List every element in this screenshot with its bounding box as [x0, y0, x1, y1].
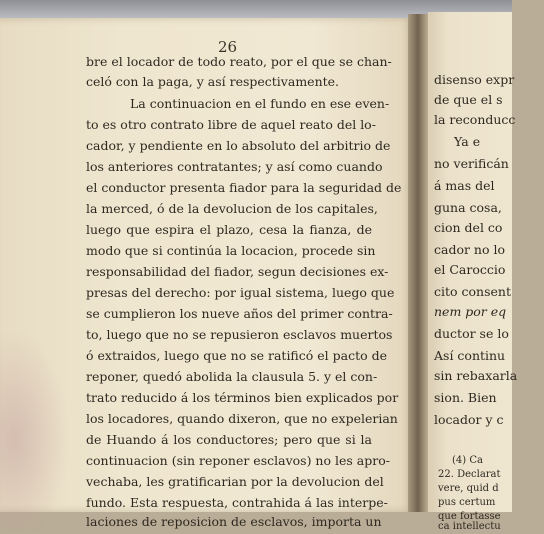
right-text-line: guna cosa, — [434, 200, 502, 215]
text-line: de Huando á los conductores; pero que si la — [86, 432, 372, 447]
right-text-line: sin rebaxarla — [434, 368, 518, 383]
text-line: presas del derecho: por igual sistema, luego que — [86, 285, 395, 300]
text-line: los locadores, quando dixeron, que no expelerian — [86, 411, 398, 426]
footnote-line: ca intellectu — [438, 521, 501, 532]
right-text-line: ductor se lo — [434, 326, 509, 341]
right-text-line: cador no lo — [434, 242, 506, 257]
text-line: continuacion (sin reponer esclavos) no les apro- — [86, 453, 390, 468]
text-line: ó extraidos, luego que no se ratificó el pacto de — [86, 348, 388, 363]
text-line: bre el locador de todo reato, por el que se chan- — [86, 54, 392, 69]
right-text-line: á mas del — [434, 178, 495, 193]
right-text-line: de que el s — [434, 92, 503, 107]
text-line: celó con la paga, y así respectivamente. — [86, 74, 340, 89]
text-line: to es otro contrato libre de aquel reato del lo- — [86, 117, 376, 132]
footnote-line: vere, quid d — [438, 483, 499, 494]
right-text-line: Así continu — [434, 348, 506, 363]
right-text-line: la reconducc — [434, 112, 516, 127]
text-line: el conductor presenta fiador para la seguridad de — [86, 180, 402, 195]
text-line: cador, y pendiente en lo absoluto del arbitrio de — [86, 138, 391, 153]
text-line: fundo. Esta respuesta, contrahida á las interpe- — [86, 495, 388, 510]
right-text-line: disenso expr — [434, 72, 515, 87]
text-line: la merced, ó de la devolucion de los capitales, — [86, 201, 378, 216]
text-line: modo que si continúa la locacion, procede sin — [86, 243, 376, 258]
right-text-line: sion. Bien — [434, 390, 497, 405]
right-text-line: cito consent — [434, 284, 511, 299]
right-text-line: Ya e — [454, 134, 481, 149]
text-line: to, luego que no se repusieron esclavos muertos — [86, 327, 393, 342]
paper-stain — [0, 328, 70, 530]
text-line: luego que espira el plazo, cesa la fianza, de — [86, 222, 372, 237]
text-line: se cumplieron los nueve años del primer contra- — [86, 306, 393, 321]
page-number: 26 — [218, 38, 238, 56]
text-line: responsabilidad del fiador, segun decisiones ex- — [86, 264, 389, 279]
footnote-line: que fortasse — [438, 511, 501, 522]
right-page — [428, 12, 518, 532]
right-text-line: nem por eq — [434, 304, 507, 319]
text-line: los anteriores contratantes; y así como cuando — [86, 159, 383, 174]
text-line: La continuacion en el fundo en ese even- — [130, 96, 390, 111]
right-text-line: locador y c — [434, 412, 504, 427]
text-line: reponer, quedó abolida la clausula 5. y el con- — [86, 369, 378, 384]
footnote-line: (4) Ca — [452, 455, 483, 466]
text-line: trato reducido á los términos bien explicados por — [86, 390, 399, 405]
book-gutter — [408, 14, 430, 512]
right-text-line: cion del co — [434, 220, 503, 235]
text-line: laciones de reposicion de esclavos, importa un — [86, 514, 382, 529]
footnote-line: 22. Declarat — [438, 469, 501, 480]
text-line: vechaba, les gratificarian por la devolucion del — [86, 474, 384, 489]
right-text-line: el Caroccio — [434, 262, 506, 277]
right-text-line: no verificán — [434, 156, 509, 171]
footnote-line: pus certum — [438, 497, 496, 508]
